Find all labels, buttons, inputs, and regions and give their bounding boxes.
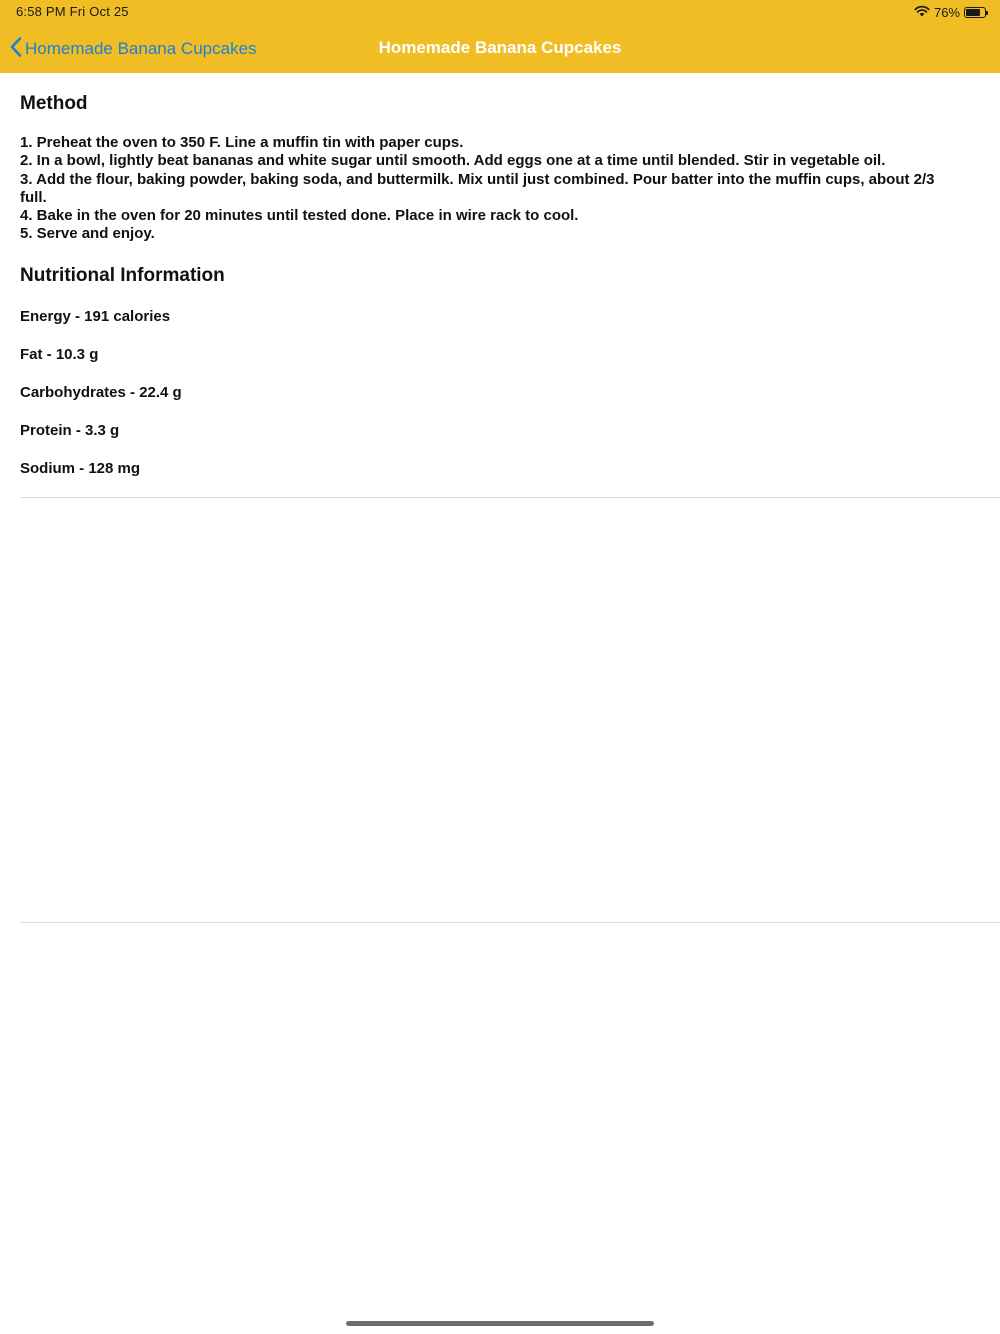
method-step: 2. In a bowl, lightly beat bananas and white sugar until smooth. Add eggs one at a time until blended. Stir in vegetable oil. (20, 152, 886, 170)
nutrition-item-carbohydrates: Carbohydrates - 22.4 g (20, 383, 182, 401)
home-indicator[interactable] (346, 1321, 654, 1326)
status-indicators (914, 3, 986, 21)
recipe-content (20, 90, 960, 490)
nutrition-item-protein: Protein - 3.3 g (20, 421, 120, 439)
nutrition-heading: Nutritional Information (20, 264, 225, 286)
divider (20, 497, 1000, 498)
nutrition-list (20, 300, 960, 490)
method-heading: Method (20, 93, 88, 114)
nutrition-item-sodium: Sodium - 128 mg (20, 459, 141, 477)
nutrition-item-fat: Fat - 10.3 g (20, 345, 99, 363)
wifi-icon (914, 5, 930, 20)
back-button-label: Homemade Banana Cupcakes (25, 39, 257, 58)
method-step: 1. Preheat the oven to 350 F. Line a muffin tin with paper cups. (20, 134, 464, 151)
method-steps (20, 134, 960, 244)
method-step: 5. Serve and enjoy. (20, 225, 155, 243)
status-time-date: 6:58 PM Fri Oct 25 (16, 4, 129, 19)
navigation-bar (0, 0, 1000, 73)
battery-level (966, 9, 980, 16)
method-step: 4. Bake in the oven for 20 minutes until tested done. Place in wire rack to cool. (20, 207, 579, 225)
battery-icon (964, 7, 986, 18)
page-title: Homemade Banana Cupcakes (378, 38, 622, 57)
battery-percent: 76% (933, 4, 960, 20)
divider (20, 922, 1000, 923)
method-step: 3. Add the flour, baking powder, baking soda, and buttermilk. Mix until just combined. Pour batter into the muffin cups, about 2/3 full. (20, 170, 935, 206)
nutrition-item-energy: Energy - 191 calories (20, 307, 171, 325)
